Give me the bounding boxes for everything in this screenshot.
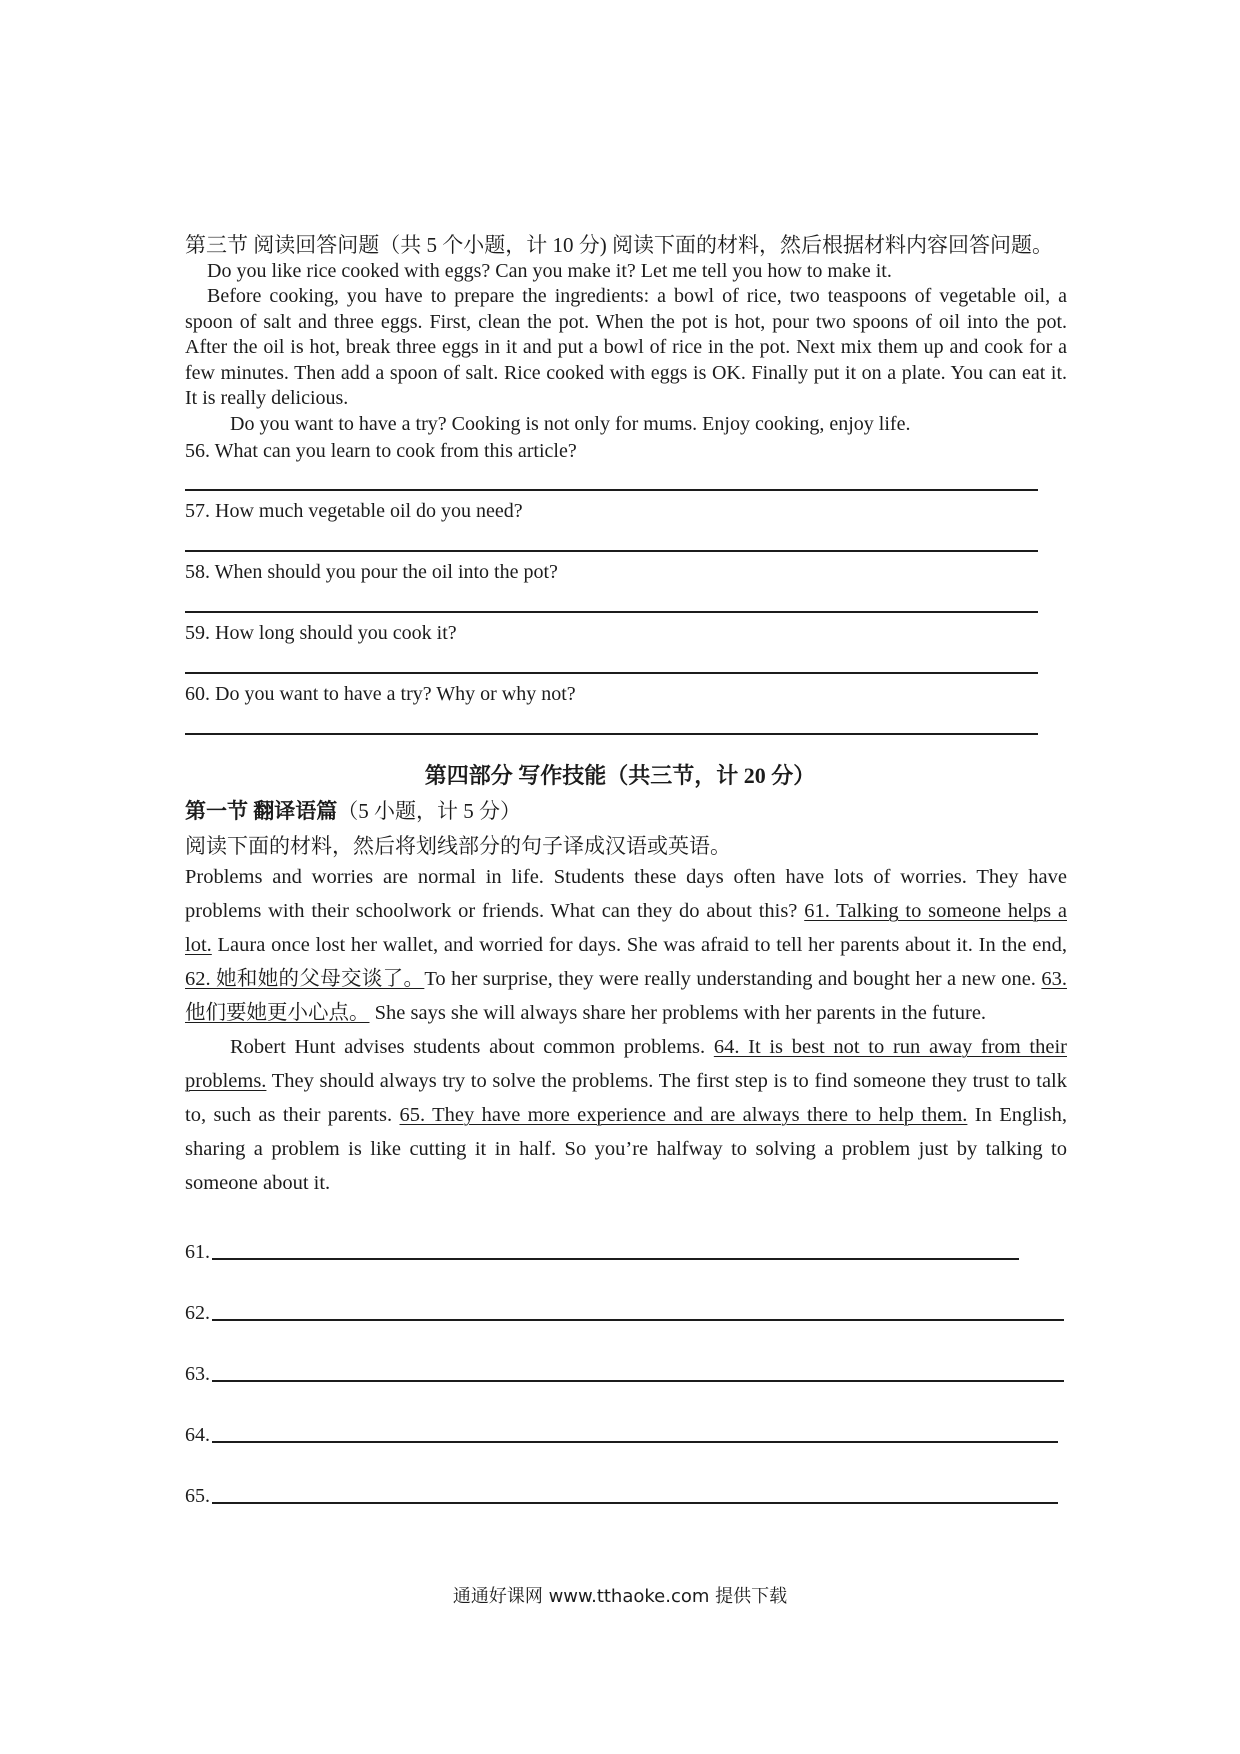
answer-line-65[interactable] <box>212 1502 1058 1504</box>
answer-label-64: 64. <box>185 1424 210 1446</box>
answer-line-57[interactable] <box>185 550 1038 552</box>
reading-paragraph-3: Do you want to have a try? Cooking is not only for mums. Enjoy cooking, enjoy life. <box>230 412 911 435</box>
answer-62 <box>185 1302 1064 1325</box>
underlined-sentence-65: 65. They have more experience and are always there to help them. <box>399 1104 968 1126</box>
underlined-sentence-61: 61. Talking to someone helps a lot. <box>185 900 1067 956</box>
section1-heading <box>185 795 521 825</box>
section3-reading <box>185 233 1067 437</box>
section1-score: （5 小题，计 5 分） <box>337 799 521 823</box>
answer-65 <box>185 1485 1058 1508</box>
reading-paragraph-2: Before cooking, you have to prepare the ingredients: a bowl of rice, two teaspoons of vegetable oil, a spoon of salt and three eggs. First, clean the pot. When the pot is hot, pour two spoons of oil into the pot. After the oil is hot, break three eggs in it and put a bowl of rice in the pot. Next mix them up and cook for a few minutes. Then add a spoon of salt. Rice cooked with eggs is OK. Finally put it on a plate. You can eat it. It is really delicious. <box>185 285 1067 409</box>
question-60: 60. Do you want to have a try? Why or why not? <box>185 683 576 705</box>
underlined-sentence-64: 64. It is best not to run away from their problems. <box>185 1036 1067 1092</box>
passage-text: They should always try to solve the problems. The first step is to find someone they trust to talk to, such as their parents. <box>185 1070 1067 1126</box>
translation-passage <box>185 860 1067 1200</box>
question-59: 59. How long should you cook it? <box>185 622 457 644</box>
section3-heading: 第三节 阅读回答问题（共 5 个小题，计 10 分) 阅读下面的材料，然后根据材料内容回答问题。 <box>185 233 1053 257</box>
page-footer: 通通好课网 www.tthaoke.com 提供下载 <box>452 1586 788 1607</box>
answer-61 <box>185 1241 1019 1264</box>
answer-line-60[interactable] <box>185 733 1038 735</box>
passage-paragraph-2 <box>185 1030 1067 1200</box>
answer-label-65: 65. <box>185 1485 210 1507</box>
passage-paragraph-1 <box>185 860 1067 1030</box>
answer-label-61: 61. <box>185 1241 210 1263</box>
underlined-sentence-63: 63. 他们要她更小心点。 <box>185 968 1067 1024</box>
answer-64 <box>185 1424 1058 1447</box>
answer-line-63[interactable] <box>212 1380 1064 1382</box>
section1-title: 第一节 翻译语篇 <box>185 799 338 823</box>
reading-paragraph-1: Do you like rice cooked with eggs? Can you make it? Let me tell you how to make it. <box>207 259 892 282</box>
answer-63 <box>185 1363 1064 1386</box>
answer-line-61[interactable] <box>212 1258 1019 1260</box>
passage-text: Robert Hunt advises students about common problems. <box>230 1036 714 1058</box>
passage-text: In English, sharing a problem is like cutting it in half. So you’re halfway to solving a problem just by talking to someone about it. <box>185 1104 1067 1194</box>
passage-text: Laura once lost her wallet, and worried for days. She was afraid to tell her parents about it. In the end, <box>211 934 1067 956</box>
answer-line-56[interactable] <box>185 489 1038 491</box>
answer-line-62[interactable] <box>212 1319 1064 1321</box>
passage-text: She says she will always share her problems with her parents in the future. <box>369 1002 987 1024</box>
underlined-sentence-62: 62. 她和她的父母交谈了。 <box>185 968 425 990</box>
answer-line-64[interactable] <box>212 1441 1058 1443</box>
answer-label-62: 62. <box>185 1302 210 1324</box>
answer-label-63: 63. <box>185 1363 210 1385</box>
question-58: 58. When should you pour the oil into the pot? <box>185 561 558 583</box>
passage-text: To her surprise, they were really understanding and bought her a new one. <box>424 968 1042 990</box>
section1-instruction: 阅读下面的材料，然后将划线部分的句子译成汉语或英语。 <box>185 834 731 858</box>
part4-title: 第四部分 写作技能（共三节，计 20 分） <box>424 763 816 788</box>
passage-text: Problems and worries are normal in life. Students these days often have lots of worries. They have problems with their schoolwork or friends. What can they do about this? <box>185 866 1067 922</box>
answer-line-58[interactable] <box>185 611 1038 613</box>
answer-line-59[interactable] <box>185 672 1038 674</box>
question-56: 56. What can you learn to cook from this article? <box>185 440 577 462</box>
question-57: 57. How much vegetable oil do you need? <box>185 500 523 522</box>
